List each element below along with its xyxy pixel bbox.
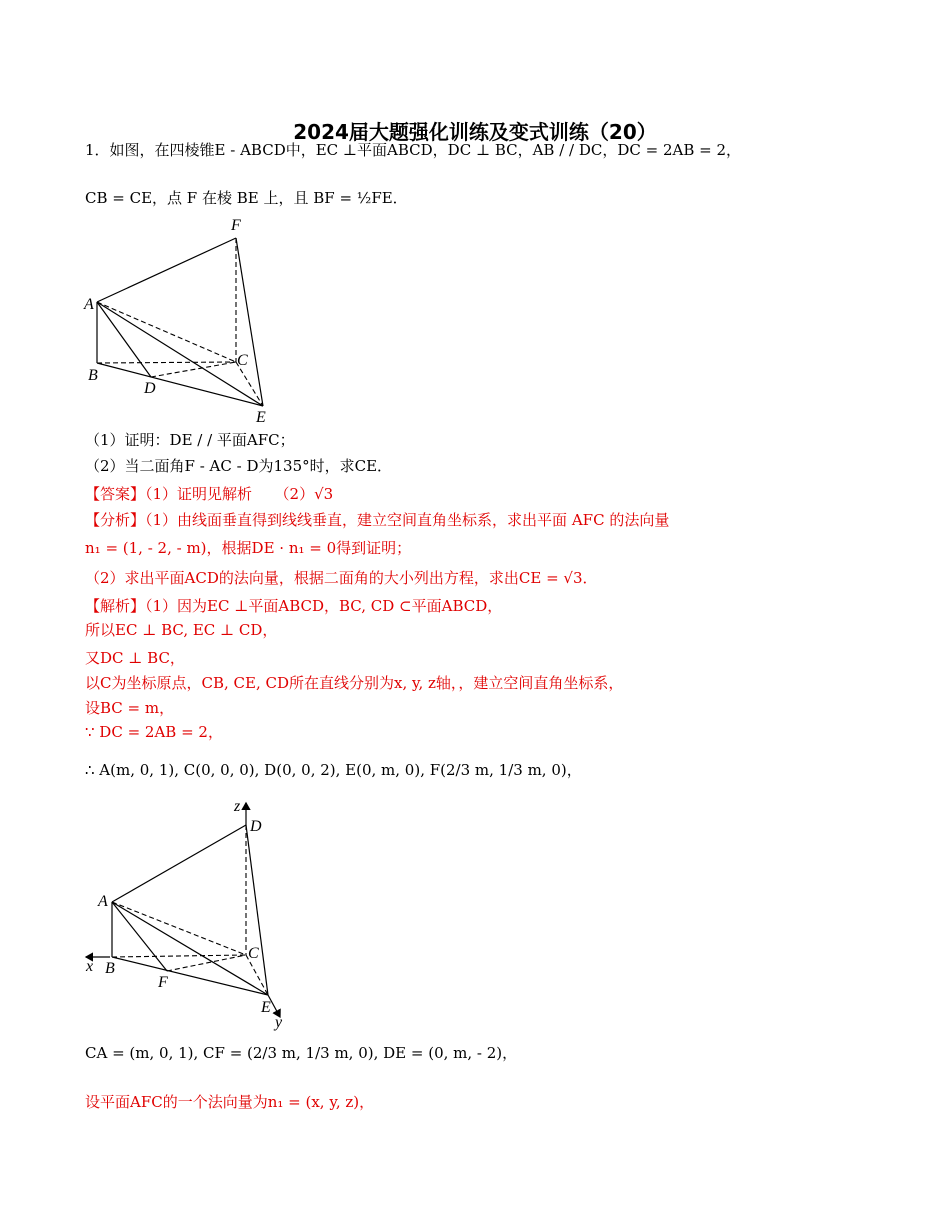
solution-line-5: 设BC = m， xyxy=(85,699,175,717)
vectors-line: CA = (m, 0, 1), CF = (2/3 m, 1/3 m, 0), DE = (0, m, - 2)， xyxy=(85,1044,518,1062)
analysis-text-1: （1）由线面垂直得到线线垂直，建立空间直角坐标系，求出平面 AFC 的法向量 xyxy=(145,511,670,529)
label-B: B xyxy=(88,367,98,384)
label-B2: B xyxy=(105,960,115,977)
solution-tag: 【解析】 xyxy=(85,597,146,615)
problem-line-1: 1．如图，在四棱锥E - ABCD中，EC ⊥平面ABCD，DC ⊥ BC，AB / / DC，DC = 2AB = 2， xyxy=(85,141,742,159)
normal-line: 设平面AFC的一个法向量为n₁ = (x, y, z)， xyxy=(85,1093,375,1111)
question-1: （1）证明：DE / / 平面AFC； xyxy=(85,431,295,449)
solution-line-3: 又DC ⊥ BC， xyxy=(85,649,185,667)
label-F2: F xyxy=(158,974,168,991)
solution-line-2: 所以EC ⊥ BC, EC ⊥ CD， xyxy=(85,621,278,639)
problem-line-2: CB = CE，点 F 在棱 BE 上，且 BF = ½FE． xyxy=(85,189,408,207)
solution-line-4: 以C为坐标原点，CB, CE, CD所在直线分别为x, y, z轴，，建立空间直角坐标系， xyxy=(85,674,624,692)
solution-line-6: ∵ DC = 2AB = 2， xyxy=(85,723,223,741)
answer-tag: 【答案】 xyxy=(85,485,146,503)
question-2: （2）当二面角F - AC - D为135°时，求CE． xyxy=(85,457,393,475)
label-x-axis: x xyxy=(86,958,94,975)
label-E2: E xyxy=(261,999,271,1016)
label-A2: A xyxy=(98,893,108,910)
label-D: F xyxy=(231,217,241,234)
analysis-line-1 xyxy=(85,510,669,530)
page-title: 2024届大题强化训练及变式训练（20） xyxy=(293,120,657,144)
figure-pyramid xyxy=(80,210,300,430)
figure-coordinates xyxy=(80,795,310,1035)
answer-line xyxy=(85,484,333,504)
solution-text-1: （1）因为EC ⊥平面ABCD，BC, CD ⊂平面ABCD， xyxy=(145,597,503,615)
solution-line-7: ∴ A(m, 0, 1), C(0, 0, 0), D(0, 0, 2), E(0, m, 0), F(2/3 m, 1/3 m, 0)， xyxy=(85,761,582,779)
analysis-tag: 【分析】 xyxy=(85,511,146,529)
label-F: D xyxy=(144,380,156,397)
solution-line-1 xyxy=(85,596,502,616)
analysis-line-3: （2）求出平面ACD的法向量，根据二面角的大小列出方程，求出CE = √3． xyxy=(85,569,598,587)
label-D2: D xyxy=(250,818,262,835)
label-E: E xyxy=(256,409,266,426)
analysis-line-2: n₁ = (1, - 2, - m)，根据DE · n₁ = 0得到证明； xyxy=(85,539,412,557)
label-A: A xyxy=(84,296,94,313)
label-z-axis: z xyxy=(234,798,241,815)
answer-text: （1）证明见解析 （2）√3 xyxy=(145,485,334,503)
label-C: C xyxy=(237,352,248,369)
label-y-axis: y xyxy=(275,1014,283,1031)
label-C2: C xyxy=(248,945,259,962)
